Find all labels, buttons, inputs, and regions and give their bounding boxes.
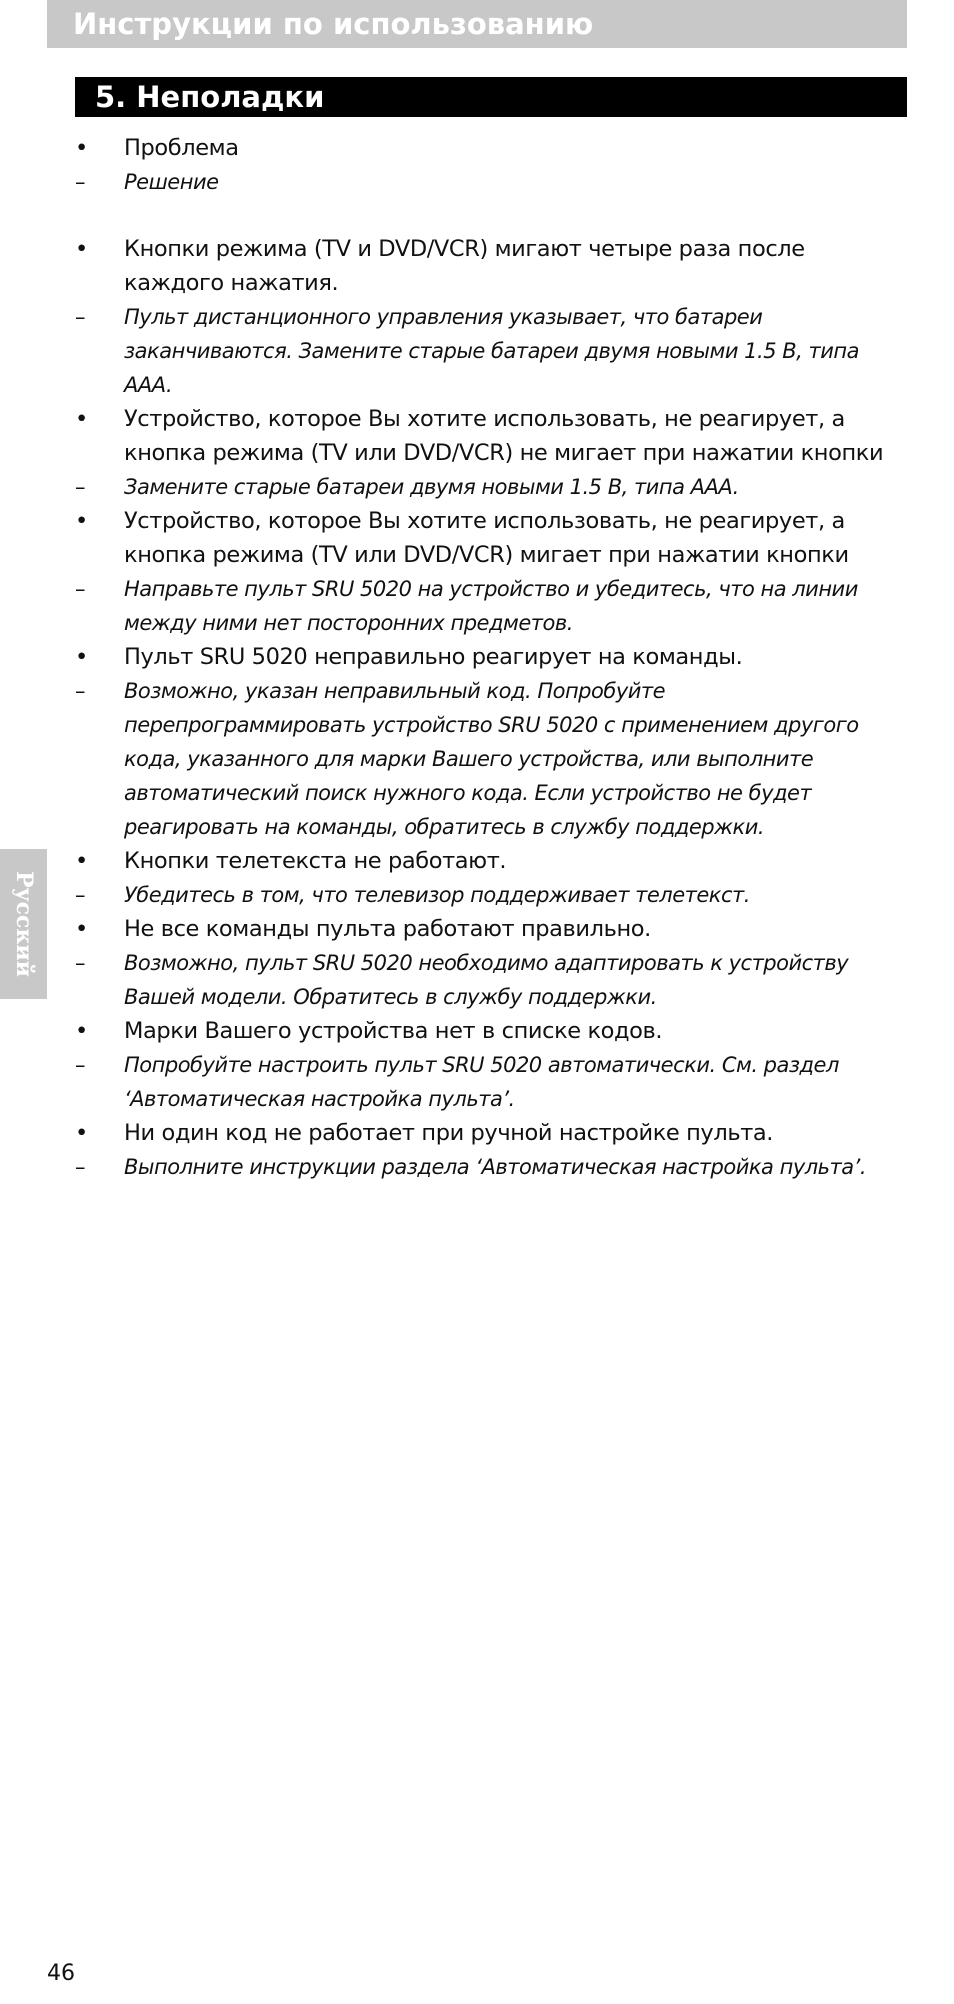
solution-text: Убедитесь в том, что телевизор поддерживает телетекст. <box>124 883 750 907</box>
dash-marker: – <box>75 170 85 194</box>
solution-text: Направьте пульт SRU 5020 на устройство и убедитесь, что на линии между ними нет посторонних предметов. <box>124 577 858 635</box>
solution-item <box>75 946 905 1014</box>
solution-item <box>75 572 905 640</box>
problem-text: Пульт SRU 5020 неправильно реагирует на команды. <box>124 644 743 670</box>
legend-problem-label: Проблема <box>124 135 239 161</box>
dash-marker: – <box>75 475 85 499</box>
dash-marker: – <box>75 1053 85 1077</box>
bullet-marker: • <box>75 135 88 161</box>
page-number: 46 <box>47 1961 75 1986</box>
solution-item <box>75 674 905 844</box>
troubleshooting-list <box>75 131 905 1184</box>
problem-text: Марки Вашего устройства нет в списке кодов. <box>124 1018 663 1044</box>
solution-text: Возможно, указан неправильный код. Попробуйте перепрограммировать устройство SRU 5020 с применением другого кода, указанного для марки Вашего устройства, или выполните автоматический поиск нужного кода. Если устройство не будет реагировать на команды, обратитесь в службу поддержки. <box>124 679 859 839</box>
problem-text: Не все команды пульта работают правильно. <box>124 916 651 942</box>
dash-marker: – <box>75 951 85 975</box>
solution-item <box>75 1150 905 1184</box>
language-label: Русский <box>10 871 37 977</box>
problem-item <box>75 504 905 572</box>
bullet-marker: • <box>75 1018 88 1044</box>
problem-text: Устройство, которое Вы хотите использовать, не реагирует, а кнопка режима (TV или DVD/VCR) не мигает при нажатии кнопки <box>124 406 884 466</box>
page-header-title: Инструкции по использованию <box>73 7 594 41</box>
dash-marker: – <box>75 679 85 703</box>
problem-text: Устройство, которое Вы хотите использовать, не реагирует, а кнопка режима (TV или DVD/VCR) мигает при нажатии кнопки <box>124 508 849 568</box>
problem-item <box>75 232 905 300</box>
legend-solution <box>75 165 905 199</box>
solution-item <box>75 300 905 402</box>
section-title: 5. Неполадки <box>95 80 325 114</box>
legend-solution-label: Решение <box>124 170 219 194</box>
solution-text: Возможно, пульт SRU 5020 необходимо адаптировать к устройству Вашей модели. Обратитесь в службу поддержки. <box>124 951 849 1009</box>
solution-text: Замените старые батареи двумя новыми 1.5 В, типа AAA. <box>124 475 739 499</box>
solution-text: Попробуйте настроить пульт SRU 5020 автоматически. См. раздел ‘Автоматическая настройка пульта’. <box>124 1053 839 1111</box>
problem-item <box>75 912 905 946</box>
solution-item <box>75 1048 905 1116</box>
problem-item <box>75 1014 905 1048</box>
dash-marker: – <box>75 305 85 329</box>
bullet-marker: • <box>75 508 88 534</box>
dash-marker: – <box>75 1155 85 1179</box>
bullet-marker: • <box>75 644 88 670</box>
bullet-marker: • <box>75 236 88 262</box>
bullet-marker: • <box>75 406 88 432</box>
legend-problem <box>75 131 905 165</box>
problem-text: Кнопки режима (TV и DVD/VCR) мигают четыре раза после каждого нажатия. <box>124 236 805 296</box>
dash-marker: – <box>75 577 85 601</box>
problem-item <box>75 402 905 470</box>
dash-marker: – <box>75 883 85 907</box>
solution-text: Выполните инструкции раздела ‘Автоматическая настройка пульта’. <box>124 1155 866 1179</box>
language-side-tab <box>0 849 47 999</box>
bullet-marker: • <box>75 848 88 874</box>
problem-item <box>75 1116 905 1150</box>
bullet-marker: • <box>75 1120 88 1146</box>
solution-item <box>75 470 905 504</box>
page-header-band <box>47 0 907 48</box>
problem-text: Ни один код не работает при ручной настройке пульта. <box>124 1120 774 1146</box>
solution-text: Пульт дистанционного управления указывает, что батареи заканчиваются. Замените старые батареи двумя новыми 1.5 В, типа AAA. <box>124 305 859 397</box>
solution-item <box>75 878 905 912</box>
section-heading-bar <box>75 77 907 117</box>
problem-text: Кнопки телетекста не работают. <box>124 848 507 874</box>
problem-item <box>75 640 905 674</box>
legend-spacer <box>75 199 905 232</box>
problem-item <box>75 844 905 878</box>
bullet-marker: • <box>75 916 88 942</box>
